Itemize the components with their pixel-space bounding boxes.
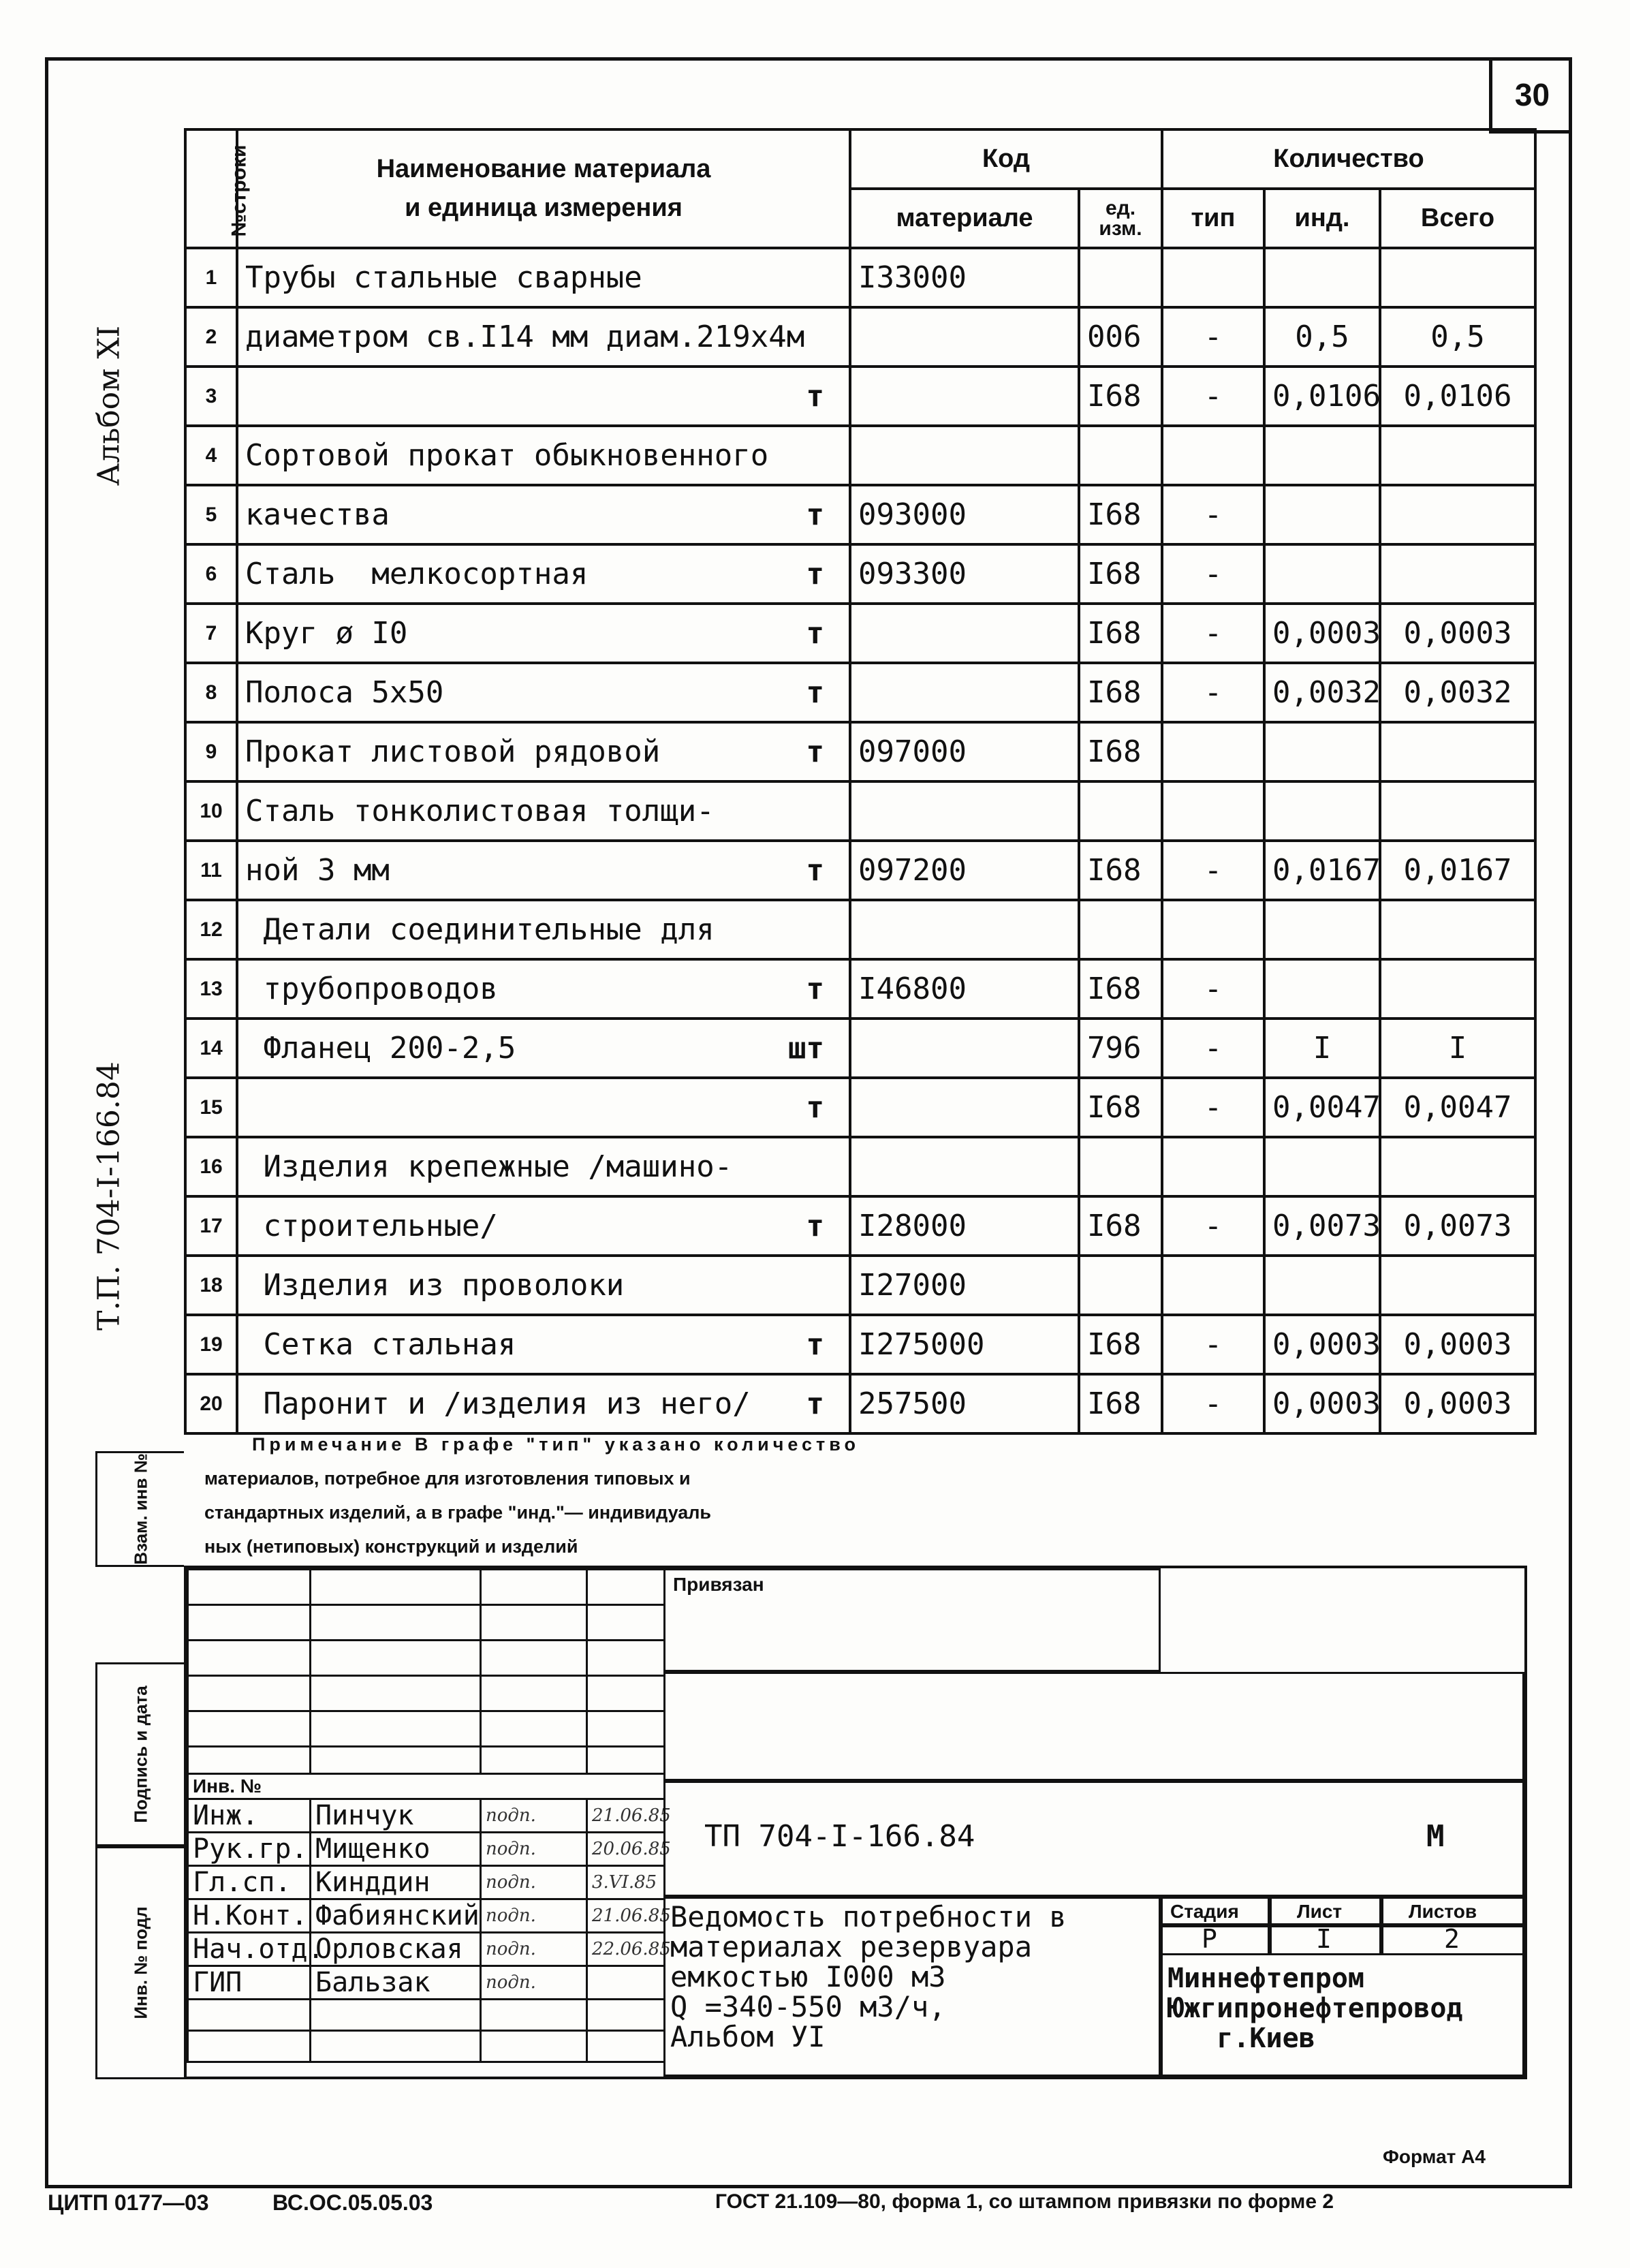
unit-code	[1079, 900, 1162, 959]
material-name-text: ной 3 мм	[245, 853, 390, 888]
unit-code	[1079, 426, 1162, 485]
row-number: 10	[185, 781, 237, 841]
material-code: I27000	[850, 1256, 1079, 1315]
table-row	[185, 367, 1535, 426]
table-row	[185, 1256, 1535, 1315]
unit-code	[1079, 248, 1162, 307]
qty-ind	[1264, 544, 1380, 604]
material-code	[850, 367, 1079, 426]
strip-cell-inv: Инв. № подл	[95, 1846, 184, 2079]
unit-code: I68	[1079, 604, 1162, 663]
material-code	[850, 1137, 1079, 1196]
qty-total	[1380, 722, 1535, 781]
qty-total	[1380, 248, 1535, 307]
unit-code	[1079, 1256, 1162, 1315]
table-row	[185, 1019, 1535, 1078]
qty-type: -	[1162, 959, 1264, 1019]
person-name: Бальзак	[311, 1966, 481, 2000]
material-code: 097000	[850, 722, 1079, 781]
qty-total	[1380, 781, 1535, 841]
qty-ind: 0,0106	[1264, 367, 1380, 426]
material-name-text: Изделия крепежные /машино-	[245, 1149, 733, 1184]
col-qty-type: тип	[1162, 189, 1264, 248]
material-name	[237, 367, 850, 426]
qty-total: 0,0003	[1380, 1374, 1535, 1433]
note	[204, 1427, 1499, 1564]
footer-left: ЦИТП 0177—03	[48, 2190, 209, 2215]
signature-row	[188, 1866, 665, 1899]
material-name-text: Полоса 5х50	[245, 675, 444, 710]
privyazan-label: Привязан	[673, 1574, 764, 1595]
material-unit: т	[806, 557, 824, 591]
material-name	[237, 485, 850, 544]
person-signature: подп.	[481, 1933, 587, 1966]
row-number: 18	[185, 1256, 237, 1315]
table-row	[185, 722, 1535, 781]
person-signature: подп.	[481, 1833, 587, 1866]
unit-code: I68	[1079, 1374, 1162, 1433]
qty-ind	[1264, 722, 1380, 781]
material-unit: т	[806, 734, 824, 769]
qty-ind: 0,0032	[1264, 663, 1380, 722]
material-name	[237, 1196, 850, 1256]
album-side-label: Альбом XI	[91, 325, 127, 486]
material-code	[850, 426, 1079, 485]
material-name	[237, 544, 850, 604]
person-signature: подп.	[481, 1866, 587, 1899]
title-block-right	[663, 1568, 1524, 2077]
col-qty-ind: инд.	[1264, 189, 1380, 248]
person-date: 3.VI.85	[587, 1866, 665, 1899]
material-name	[237, 663, 850, 722]
row-number: 2	[185, 307, 237, 367]
material-code: 257500	[850, 1374, 1079, 1433]
person-name: Пинчук	[311, 1799, 481, 1833]
description: Ведомость потребности в материалах резервуара емкостью I000 м3 Q =340-550 м3/ч, Альбом УI	[670, 1900, 1067, 2053]
person-role: Инж.	[188, 1799, 311, 1833]
material-name-text: Фланец 200-2,5	[245, 1031, 516, 1066]
material-code: I33000	[850, 248, 1079, 307]
qty-ind: I	[1264, 1019, 1380, 1078]
material-name-text: Изделия из проволоки	[245, 1268, 625, 1303]
qty-total: I	[1380, 1019, 1535, 1078]
col-name-sub: и единица измерения	[405, 193, 683, 222]
row-number: 7	[185, 604, 237, 663]
qty-type	[1162, 722, 1264, 781]
qty-type: -	[1162, 1315, 1264, 1374]
person-name: Мищенко	[311, 1833, 481, 1866]
signatures-table	[187, 1568, 671, 2063]
row-number: 12	[185, 900, 237, 959]
material-unit: т	[806, 1209, 824, 1243]
material-name	[237, 307, 850, 367]
qty-type: -	[1162, 1019, 1264, 1078]
unit-code: I68	[1079, 485, 1162, 544]
person-role: ГИП	[188, 1966, 311, 2000]
signature-row	[188, 1799, 665, 1833]
blank-box	[663, 1672, 1524, 1781]
unit-code: I68	[1079, 663, 1162, 722]
table-row	[185, 900, 1535, 959]
row-number: 16	[185, 1137, 237, 1196]
material-unit: т	[806, 497, 824, 532]
note-line: материалов, потребное для изготовления типовых и	[204, 1468, 691, 1489]
material-name	[237, 781, 850, 841]
qty-type	[1162, 1137, 1264, 1196]
material-code	[850, 900, 1079, 959]
table-row	[185, 959, 1535, 1019]
col-code: Код	[850, 129, 1162, 189]
material-name	[237, 248, 850, 307]
qty-total: 0,0167	[1380, 841, 1535, 900]
note-line: стандартных изделий, а в графе "инд."— индивидуаль	[204, 1502, 712, 1523]
material-name	[237, 959, 850, 1019]
row-number: 1	[185, 248, 237, 307]
qty-type: -	[1162, 544, 1264, 604]
sheets-label: Листов	[1409, 1901, 1477, 1922]
table-row	[185, 248, 1535, 307]
blank-row	[188, 1570, 665, 1605]
qty-type	[1162, 781, 1264, 841]
col-row-no: №строки	[185, 129, 237, 248]
row-number: 4	[185, 426, 237, 485]
qty-total	[1380, 485, 1535, 544]
table-row	[185, 1196, 1535, 1256]
blank-row	[188, 1641, 665, 1676]
unit-code: I68	[1079, 959, 1162, 1019]
row-number: 17	[185, 1196, 237, 1256]
material-code: I28000	[850, 1196, 1079, 1256]
material-name	[237, 1315, 850, 1374]
table-row	[185, 485, 1535, 544]
table-body	[185, 248, 1535, 1433]
qty-total: 0,0073	[1380, 1196, 1535, 1256]
signature-row	[188, 1966, 665, 2000]
qty-ind: 0,0167	[1264, 841, 1380, 900]
qty-type: -	[1162, 1078, 1264, 1137]
qty-total: 0,5	[1380, 307, 1535, 367]
material-name	[237, 722, 850, 781]
row-number: 11	[185, 841, 237, 900]
qty-ind	[1264, 900, 1380, 959]
row-number: 20	[185, 1374, 237, 1433]
material-code	[850, 1019, 1079, 1078]
material-unit: т	[806, 379, 824, 414]
material-code	[850, 604, 1079, 663]
materials-table	[184, 128, 1537, 1435]
material-code	[850, 1078, 1079, 1137]
qty-total: 0,0032	[1380, 663, 1535, 722]
material-name-text: диаметром св.I14 мм диам.219х4м	[245, 320, 805, 354]
project-side-label: Т.П. 704-I-166.84	[91, 1061, 127, 1331]
unit-code: I68	[1079, 544, 1162, 604]
signature-row	[188, 1933, 665, 1966]
organization: Миннефтепром Южгипронефтепровод г.Киев	[1167, 1963, 1463, 2054]
person-date: 21.06.85	[587, 1799, 665, 1833]
material-unit: т	[806, 1090, 824, 1125]
qty-ind	[1264, 248, 1380, 307]
material-name-text: Сортовой прокат обыкновенного	[245, 438, 769, 473]
material-code: 093000	[850, 485, 1079, 544]
person-signature: подп.	[481, 1799, 587, 1833]
strip-cell-vzam: Взам. инв №	[95, 1451, 184, 1567]
unit-code: I68	[1079, 722, 1162, 781]
title-block-left	[187, 1568, 671, 2077]
material-unit: шт	[788, 1031, 824, 1066]
material-name-text: трубопроводов	[245, 972, 498, 1006]
sheet-number-box	[1489, 57, 1572, 134]
row-number: 9	[185, 722, 237, 781]
unit-code: I68	[1079, 1315, 1162, 1374]
table-row	[185, 841, 1535, 900]
unit-code	[1079, 781, 1162, 841]
material-unit: т	[806, 675, 824, 710]
material-code: 097200	[850, 841, 1079, 900]
material-name	[237, 900, 850, 959]
table-row	[185, 1315, 1535, 1374]
col-qty: Количество	[1162, 129, 1535, 189]
row-number: 8	[185, 663, 237, 722]
row-number: 6	[185, 544, 237, 604]
sheet-label: Лист	[1297, 1901, 1343, 1922]
table-row	[185, 604, 1535, 663]
table-row	[185, 1078, 1535, 1137]
unit-code: I68	[1079, 367, 1162, 426]
footer-right: ГОСТ 21.109—80, форма 1, со штампом привязки по форме 2	[715, 2190, 1334, 2213]
qty-type: -	[1162, 841, 1264, 900]
qty-type: -	[1162, 485, 1264, 544]
row-number: 5	[185, 485, 237, 544]
qty-ind	[1264, 1256, 1380, 1315]
col-qty-total: Всего	[1380, 189, 1535, 248]
material-name	[237, 604, 850, 663]
qty-type: -	[1162, 367, 1264, 426]
material-unit: т	[806, 972, 824, 1006]
qty-ind: 0,0073	[1264, 1196, 1380, 1256]
qty-ind	[1264, 1137, 1380, 1196]
note-line: ных (нетиповых) конструкций и изделий	[204, 1536, 578, 1557]
blank-row	[188, 1747, 665, 1774]
material-code: 093300	[850, 544, 1079, 604]
col-name-title: Наименование материала	[376, 155, 711, 183]
material-name	[237, 1137, 850, 1196]
row-number: 14	[185, 1019, 237, 1078]
qty-total: 0,0003	[1380, 1315, 1535, 1374]
row-number: 19	[185, 1315, 237, 1374]
inv-no-label: Инв. №	[188, 1774, 665, 1799]
material-code: I46800	[850, 959, 1079, 1019]
material-name-text: Круг ø I0	[245, 616, 408, 651]
table-row	[185, 1137, 1535, 1196]
material-name-text: Прокат листовой рядовой	[245, 734, 661, 769]
qty-ind: 0,0003	[1264, 1315, 1380, 1374]
material-name-text: Сталь мелкосортная	[245, 557, 589, 591]
doc-mark: М	[1426, 1819, 1445, 1854]
title-block	[184, 1566, 1527, 2079]
unit-code: 796	[1079, 1019, 1162, 1078]
qty-total: 0,0047	[1380, 1078, 1535, 1137]
person-date: 21.06.85	[587, 1899, 665, 1933]
qty-ind	[1264, 426, 1380, 485]
material-name-text: Сталь тонколистовая толщи-	[245, 794, 715, 828]
row-number: 3	[185, 367, 237, 426]
unit-code	[1079, 1137, 1162, 1196]
qty-total: 0,0106	[1380, 367, 1535, 426]
material-unit: т	[806, 616, 824, 651]
format-label: Формат А4	[1383, 2146, 1486, 2167]
stage-value: Р	[1202, 1924, 1217, 1954]
person-name: Фабиянский	[311, 1899, 481, 1933]
qty-type: -	[1162, 604, 1264, 663]
qty-type: -	[1162, 663, 1264, 722]
qty-total	[1380, 1256, 1535, 1315]
qty-type: -	[1162, 1196, 1264, 1256]
row-number: 13	[185, 959, 237, 1019]
col-name	[237, 129, 850, 248]
qty-total: 0,0003	[1380, 604, 1535, 663]
material-name	[237, 1078, 850, 1137]
material-name	[237, 1256, 850, 1315]
unit-code: I68	[1079, 1196, 1162, 1256]
qty-total	[1380, 426, 1535, 485]
footer-mid: ВС.ОС.05.05.03	[272, 2190, 433, 2215]
qty-type: -	[1162, 307, 1264, 367]
table-row	[185, 1374, 1535, 1433]
table-row	[185, 663, 1535, 722]
qty-ind: 0,0047	[1264, 1078, 1380, 1137]
material-unit: т	[806, 853, 824, 888]
signature-row	[188, 1899, 665, 1933]
material-name	[237, 426, 850, 485]
table-row	[185, 426, 1535, 485]
row-number: 15	[185, 1078, 237, 1137]
qty-ind	[1264, 959, 1380, 1019]
doc-code: ТП 704-I-166.84	[704, 1819, 975, 1854]
person-role: Рук.гр.	[188, 1833, 311, 1866]
blank-row	[188, 1605, 665, 1641]
material-code	[850, 781, 1079, 841]
material-name-text: Трубы стальные сварные	[245, 260, 642, 295]
col-code-unit: ед. изм.	[1079, 189, 1162, 248]
material-unit: т	[806, 1386, 824, 1421]
sheet-number: 30	[1514, 77, 1550, 112]
qty-total	[1380, 959, 1535, 1019]
unit-code: I68	[1079, 841, 1162, 900]
qty-type: -	[1162, 1374, 1264, 1433]
person-role: Нач.отд.	[188, 1933, 311, 1966]
signature-row	[188, 1833, 665, 1866]
person-role: Гл.сп.	[188, 1866, 311, 1899]
material-code	[850, 663, 1079, 722]
person-role: Н.Конт.	[188, 1899, 311, 1933]
qty-total	[1380, 1137, 1535, 1196]
sheets-value: 2	[1444, 1924, 1460, 1954]
material-name-text: качества	[245, 497, 390, 532]
person-signature: подп.	[481, 1966, 587, 2000]
table-row	[185, 307, 1535, 367]
material-name-text: Сетка стальная	[245, 1327, 516, 1362]
person-date: 20.06.85	[587, 1833, 665, 1866]
person-name: Кинддин	[311, 1866, 481, 1899]
table-row	[185, 544, 1535, 604]
col-code-material: материале	[850, 189, 1079, 248]
qty-ind: 0,0003	[1264, 604, 1380, 663]
material-name-text: Детали соединительные для	[245, 912, 715, 947]
qty-ind	[1264, 485, 1380, 544]
blank-row	[188, 1676, 665, 1711]
table-row	[185, 781, 1535, 841]
material-code	[850, 307, 1079, 367]
qty-total	[1380, 900, 1535, 959]
sheet-value: I	[1316, 1924, 1332, 1954]
qty-type	[1162, 426, 1264, 485]
qty-ind	[1264, 781, 1380, 841]
strip-cell-sign: Подпись и дата	[95, 1662, 184, 1846]
material-name	[237, 1019, 850, 1078]
person-date: 22.06.85	[587, 1933, 665, 1966]
material-name-text: Паронит и /изделия из него/	[245, 1386, 751, 1421]
stage-label: Стадия	[1170, 1901, 1239, 1922]
material-unit: т	[806, 1327, 824, 1362]
material-name	[237, 841, 850, 900]
qty-ind: 0,0003	[1264, 1374, 1380, 1433]
left-strip	[95, 1451, 184, 2079]
qty-type	[1162, 248, 1264, 307]
material-name-text: строительные/	[245, 1209, 498, 1243]
blank-row	[188, 1711, 665, 1747]
material-code: I275000	[850, 1315, 1079, 1374]
note-head: Примечание В графе "тип" указано количество	[252, 1434, 860, 1455]
qty-type	[1162, 900, 1264, 959]
qty-ind: 0,5	[1264, 307, 1380, 367]
person-name: Орловская	[311, 1933, 481, 1966]
person-date	[587, 1966, 665, 2000]
person-signature: подп.	[481, 1899, 587, 1933]
material-name	[237, 1374, 850, 1433]
unit-code: 006	[1079, 307, 1162, 367]
unit-code: I68	[1079, 1078, 1162, 1137]
qty-type	[1162, 1256, 1264, 1315]
qty-total	[1380, 544, 1535, 604]
